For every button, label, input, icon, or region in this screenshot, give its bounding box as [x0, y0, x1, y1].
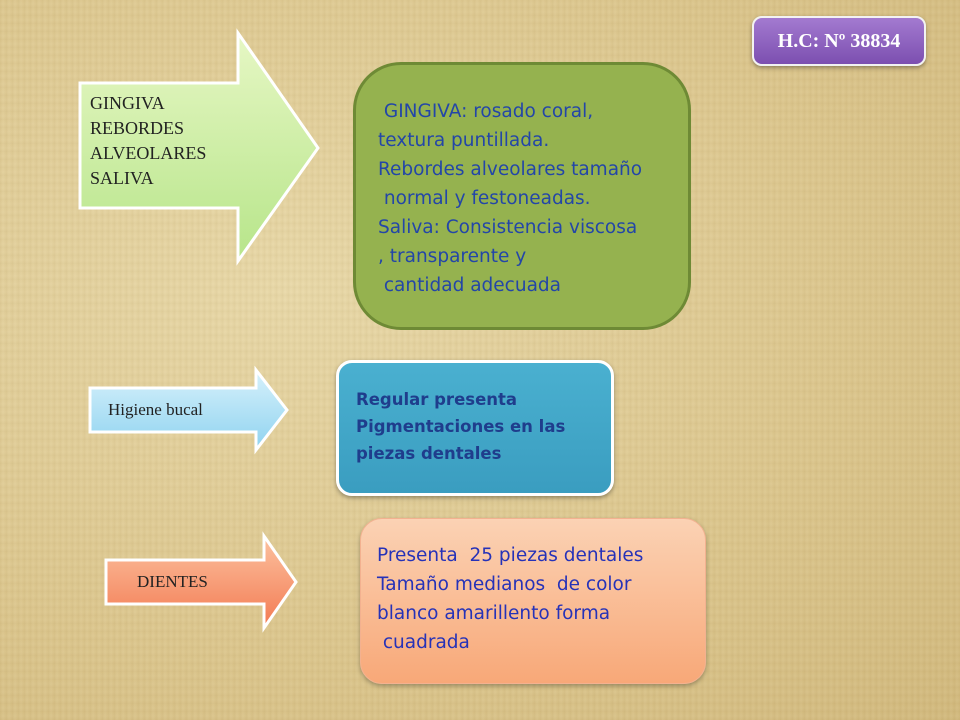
gingiva-detail-line: Rebordes alveolares tamaño: [378, 159, 643, 180]
hygiene-detail-line: Pigmentaciones en las: [356, 417, 566, 436]
gingiva-detail-line: textura puntillada.: [378, 130, 550, 151]
gingiva-detail-line: Saliva: Consistencia viscosa: [378, 217, 638, 238]
teeth-detail-line: cuadrada: [377, 632, 470, 653]
hygiene-detail-line: piezas dentales: [356, 444, 502, 463]
hygiene-arrow: [90, 370, 290, 452]
teeth-arrow-label: DIENTES: [137, 572, 208, 591]
gingiva-detail-box: [353, 62, 691, 330]
gingiva-arrow-line: ALVEOLARES: [90, 143, 207, 163]
teeth-detail-line: Presenta 25 piezas dentales: [377, 545, 644, 566]
hygiene-arrow-label: Higiene bucal: [108, 400, 203, 419]
case-number-label: H.C: Nº 38834: [777, 29, 901, 52]
gingiva-arrow-line: GINGIVA: [90, 93, 165, 113]
gingiva-arrow-line: SALIVA: [90, 168, 154, 188]
teeth-arrow: [106, 536, 300, 630]
hygiene-detail-line: Regular presenta: [356, 390, 518, 409]
gingiva-arrow-line: REBORDES: [90, 118, 185, 138]
gingiva-detail-line: cantidad adecuada: [378, 275, 561, 296]
gingiva-detail-line: normal y festoneadas.: [378, 188, 591, 209]
gingiva-detail-line: GINGIVA: rosado coral,: [378, 101, 594, 122]
hygiene-detail-box: [336, 360, 614, 496]
teeth-detail-line: Tamaño medianos de color: [377, 574, 632, 595]
case-number-badge: [752, 16, 926, 66]
teeth-detail-line: blanco amarillento forma: [377, 603, 611, 624]
gingiva-arrow: [80, 33, 320, 263]
gingiva-detail-line: , transparente y: [378, 246, 527, 267]
teeth-detail-box: [360, 518, 706, 684]
